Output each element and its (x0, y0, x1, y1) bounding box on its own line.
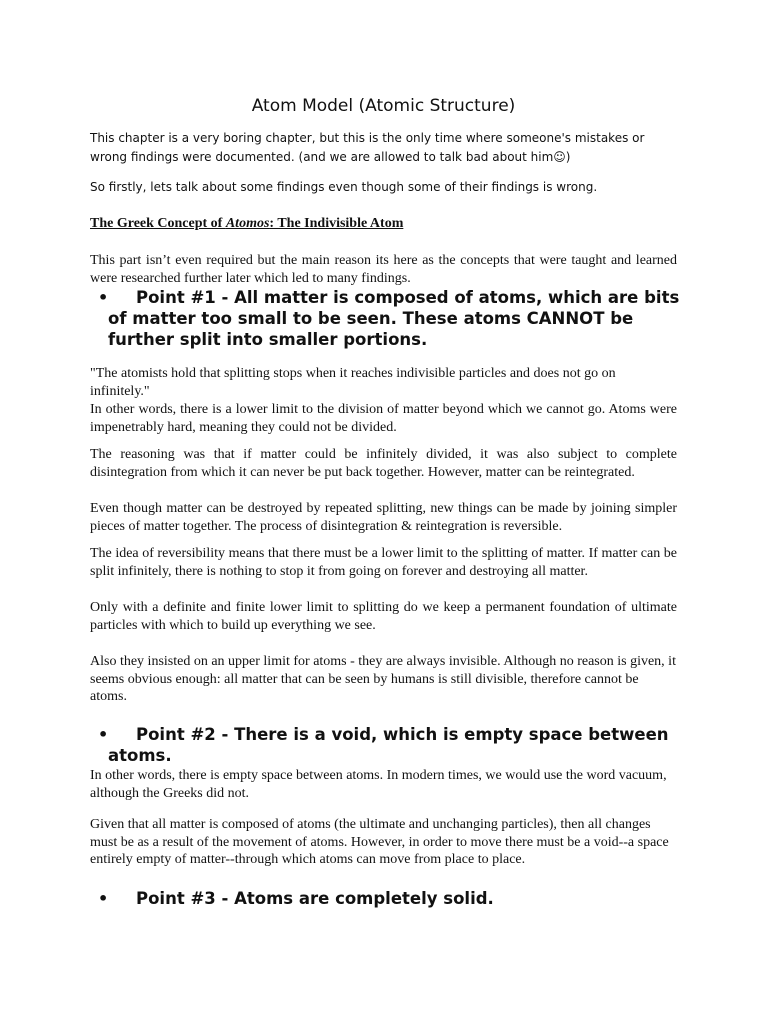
point-2 (98, 724, 680, 766)
bullet-icon: • (98, 725, 109, 744)
point-2-text: Point #2 - There is a void, which is empty space between atoms. (108, 725, 669, 765)
section-heading-prefix: The Greek Concept of (90, 216, 226, 231)
joining-paragraph: Even though matter can be destroyed by repeated splitting, new things can be made by joining simpler pieces of matter together. The process of disintegration & reintegration is reversible. (90, 501, 677, 534)
intro-paragraph-1: This chapter is a very boring chapter, but this is the only time where someone's mistakes or wrong findings were documented. (and we are allowed to talk bad about him☺) (90, 131, 645, 164)
point-3-text: Point #3 - Atoms are completely solid. (136, 889, 494, 908)
bullet-icon: • (98, 288, 109, 307)
intro-paragraph-2: So firstly, lets talk about some findings even though some of their findings is wrong. (90, 180, 598, 194)
void-words-paragraph: In other words, there is empty space between atoms. In modern times, we would use the word vacuum, although the Greeks did not. (90, 768, 667, 801)
quote-paragraph: "The atomists hold that splitting stops when it reaches indivisible particles and does not go on infinitely." (90, 366, 616, 399)
section-heading (90, 215, 403, 233)
lower-limit-paragraph: In other words, there is a lower limit to the division of matter beyond which we cannot go. Atoms were impenetrably hard, meaning they could not be divided. (90, 402, 677, 435)
upper-limit-paragraph: Also they insisted on an upper limit for atoms - they are always invisible. Although no reason is given, it seems obvious enough: all matter that can be seen by humans is still divisible, therefore cannot be atoms. (90, 654, 676, 704)
reversibility-paragraph: The idea of reversibility means that there must be a lower limit to the splitting of matter. If matter can be split infinitely, there is nothing to stop it from going on forever and destroying all matter. (90, 546, 677, 579)
point-1-text: Point #1 - All matter is composed of atoms, which are bits of matter too small to be seen. These atoms CANNOT be further split into smaller portions. (108, 288, 680, 349)
section-lead-paragraph: This part isn’t even required but the main reason its here as the concepts that were taught and learned were researched further later which led to many findings. (90, 253, 677, 286)
point-1 (98, 287, 680, 350)
reasoning-paragraph: The reasoning was that if matter could be infinitely divided, it was also subject to complete disintegration from which it can never be put back together. However, matter can be reintegrated. (90, 447, 677, 480)
document-title: Atom Model (Atomic Structure) (251, 96, 516, 116)
finite-limit-paragraph: Only with a definite and finite lower limit to splitting do we keep a permanent foundation of ultimate particles with which to build up everything we see. (90, 600, 677, 633)
section-heading-suffix: : The Indivisible Atom (269, 216, 404, 231)
bullet-icon: • (98, 889, 109, 908)
point-3 (98, 888, 680, 909)
section-heading-italic: Atomos (225, 216, 270, 231)
void-reason-paragraph: Given that all matter is composed of atoms (the ultimate and unchanging particles), then all changes must be as a result of the movement of atoms. However, in order to move there must be a void--a space entirely empty of matter--through which atoms can move from place to place. (90, 817, 669, 867)
